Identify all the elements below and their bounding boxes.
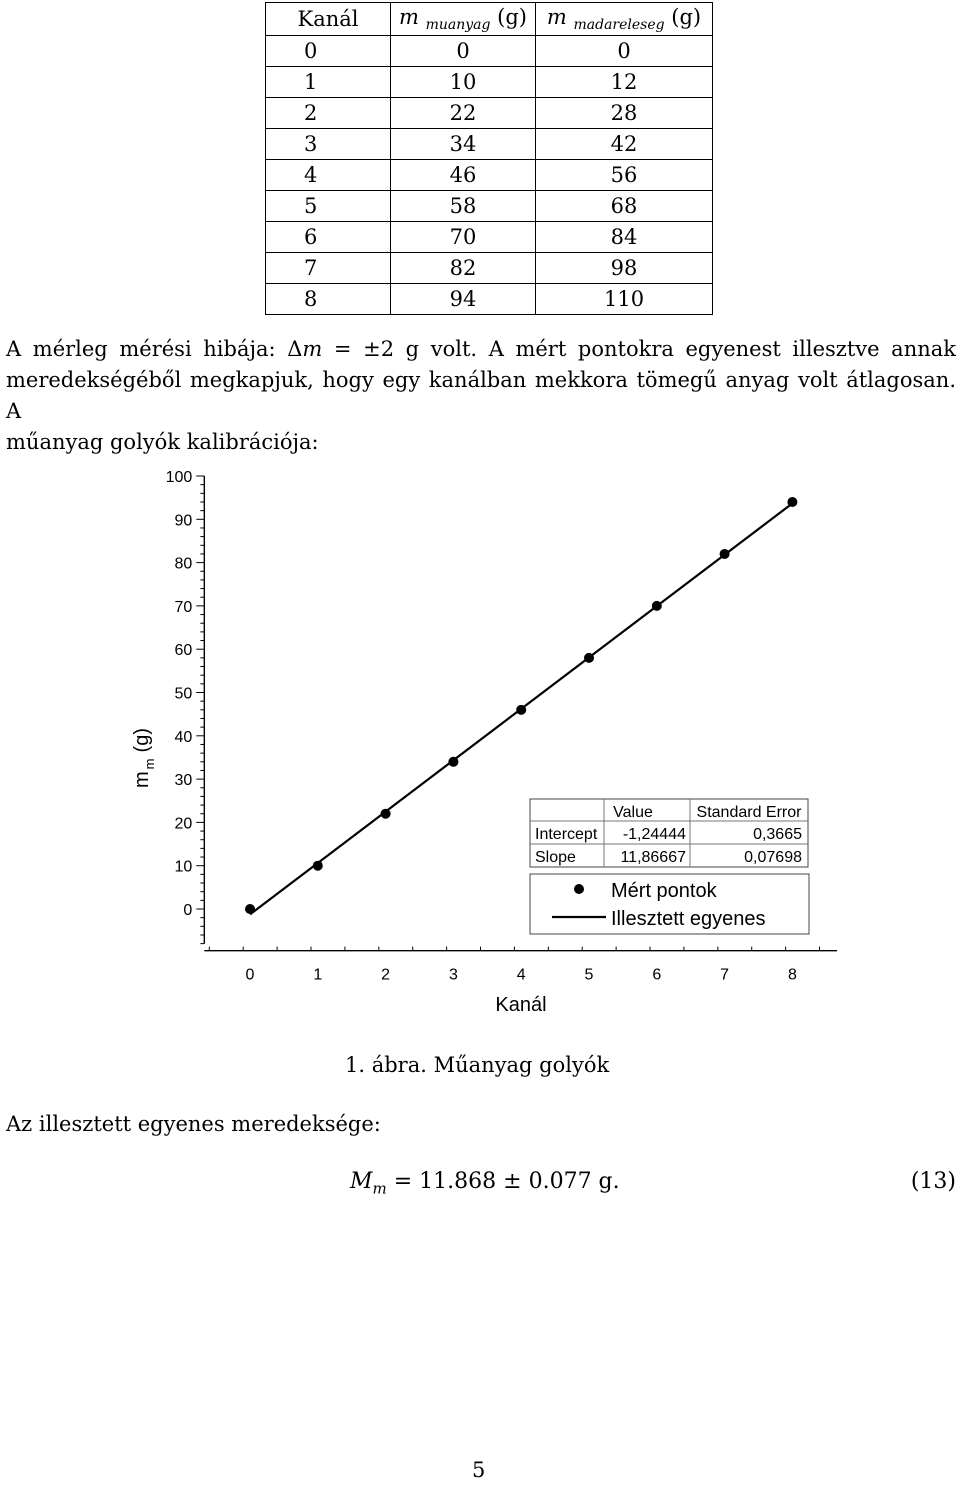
data-point bbox=[381, 809, 391, 819]
y-axis-label: $m_m(g)$ bbox=[131, 728, 157, 788]
y-tick-label: 60 bbox=[174, 642, 193, 660]
fit-intercept-value: -1,24444 bbox=[622, 826, 686, 843]
fit-intercept-error: 0,3665 bbox=[753, 826, 802, 843]
table-cell: 84 bbox=[536, 222, 713, 253]
table-cell: 82 bbox=[391, 253, 536, 284]
table-cell: 94 bbox=[391, 284, 536, 315]
y-tick-label: 0 bbox=[183, 902, 193, 919]
data-point bbox=[245, 904, 255, 914]
legend-label-points: Mért pontok bbox=[611, 880, 717, 902]
table-cell: 28 bbox=[536, 98, 713, 129]
page-number: 5 bbox=[472, 1458, 486, 1482]
data-point bbox=[448, 757, 458, 767]
table-cell: 1 bbox=[266, 67, 391, 98]
y-tick-label: 70 bbox=[174, 598, 193, 616]
y-tick-label: 40 bbox=[174, 728, 193, 746]
table-cell: 98 bbox=[536, 253, 713, 284]
table-row bbox=[266, 36, 713, 67]
table-cell: 12 bbox=[536, 67, 713, 98]
table-cell: 56 bbox=[536, 160, 713, 191]
fit-slope-value: 11,86667 bbox=[620, 849, 686, 866]
x-tick-label: 4 bbox=[516, 966, 526, 984]
x-tick-label: 7 bbox=[720, 966, 730, 984]
fit-header-value: Value bbox=[613, 804, 653, 821]
table-cell: 46 bbox=[391, 160, 536, 191]
figure-caption: 1. ábra. Műanyag golyók bbox=[345, 1053, 610, 1077]
paragraph-slope: Az illesztett egyenes meredeksége: bbox=[6, 1112, 381, 1136]
y-tick-label: 10 bbox=[174, 858, 193, 876]
legend bbox=[530, 874, 809, 934]
table-row bbox=[266, 67, 713, 98]
table-cell: 58 bbox=[391, 191, 536, 222]
legend-label-line: Illesztett egyenes bbox=[611, 908, 766, 930]
y-axis bbox=[166, 469, 205, 944]
paragraph-line: műanyag golyók kalibrációja: bbox=[6, 430, 319, 454]
paragraph-line: meredekségéből megkapjuk, hogy egy kanálban mekkora tömegű anyag volt átlagosan. A bbox=[6, 368, 956, 423]
fit-row-label: Slope bbox=[535, 849, 576, 866]
table-cell: 10 bbox=[391, 67, 536, 98]
table-row bbox=[266, 222, 713, 253]
data-table bbox=[265, 2, 713, 315]
x-axis-label: Kanál bbox=[495, 994, 547, 1016]
table-row bbox=[266, 160, 713, 191]
fit-row-label: Intercept bbox=[535, 826, 598, 843]
table-cell: 70 bbox=[391, 222, 536, 253]
table-cell: 68 bbox=[536, 191, 713, 222]
data-point bbox=[313, 861, 323, 871]
data-point bbox=[720, 549, 730, 559]
header-m-madareleseg: m $_{madareleseg}$ (g) bbox=[536, 3, 713, 36]
table-row bbox=[266, 98, 713, 129]
y-tick-label: 90 bbox=[174, 512, 193, 530]
x-tick-label: 2 bbox=[381, 966, 391, 984]
x-tick-label: 5 bbox=[584, 966, 594, 984]
x-tick-label: 3 bbox=[448, 966, 458, 984]
table-cell: 3 bbox=[266, 129, 391, 160]
x-axis bbox=[204, 947, 837, 984]
table-row bbox=[266, 284, 713, 315]
fit-header-error: Standard Error bbox=[696, 804, 802, 821]
y-tick-label: 100 bbox=[165, 469, 193, 486]
fit-slope-error: 0,07698 bbox=[744, 849, 802, 866]
y-tick-label: 80 bbox=[174, 555, 193, 573]
table-row bbox=[266, 191, 713, 222]
legend-marker-points bbox=[574, 884, 584, 894]
data-point bbox=[584, 653, 594, 663]
y-tick-label: 50 bbox=[174, 685, 193, 703]
table-cell: 8 bbox=[266, 284, 391, 315]
table-cell: 2 bbox=[266, 98, 391, 129]
calibration-chart bbox=[0, 440, 960, 1030]
table-cell: 6 bbox=[266, 222, 391, 253]
x-tick-label: 8 bbox=[787, 966, 797, 984]
table-cell: 0 bbox=[536, 36, 713, 67]
table-header-row bbox=[266, 3, 713, 36]
table-cell: 0 bbox=[391, 36, 536, 67]
paragraph-line: A mérleg mérési hibája: Δm = ±2 g volt. A mért pontokra egyenest illesztve annak bbox=[6, 337, 957, 361]
equation-number: (13) bbox=[910, 1169, 956, 1194]
table-cell: 4 bbox=[266, 160, 391, 191]
data-point bbox=[787, 497, 797, 507]
x-tick-label: 0 bbox=[245, 966, 255, 984]
table-row bbox=[266, 129, 713, 160]
table-cell: 34 bbox=[391, 129, 536, 160]
table-cell: 22 bbox=[391, 98, 536, 129]
header-kanal: Kanál bbox=[266, 3, 391, 36]
fit-results-table bbox=[530, 799, 808, 867]
table-cell: 5 bbox=[266, 191, 391, 222]
y-tick-label: 20 bbox=[174, 815, 193, 833]
table-cell: 110 bbox=[536, 284, 713, 315]
x-tick-label: 1 bbox=[313, 966, 323, 984]
equation: $M_m = 11.868 \pm 0.077$ g. bbox=[350, 1169, 620, 1198]
y-tick-label: 30 bbox=[174, 772, 193, 790]
table-row bbox=[266, 253, 713, 284]
table-cell: 42 bbox=[536, 129, 713, 160]
table-cell: 7 bbox=[266, 253, 391, 284]
table-cell: 0 bbox=[266, 36, 391, 67]
header-m-muanyag: m $_{muanyag}$ (g) bbox=[391, 3, 536, 36]
x-tick-label: 6 bbox=[652, 966, 662, 984]
plot-area bbox=[245, 497, 797, 914]
data-point bbox=[516, 705, 526, 715]
data-point bbox=[652, 601, 662, 611]
